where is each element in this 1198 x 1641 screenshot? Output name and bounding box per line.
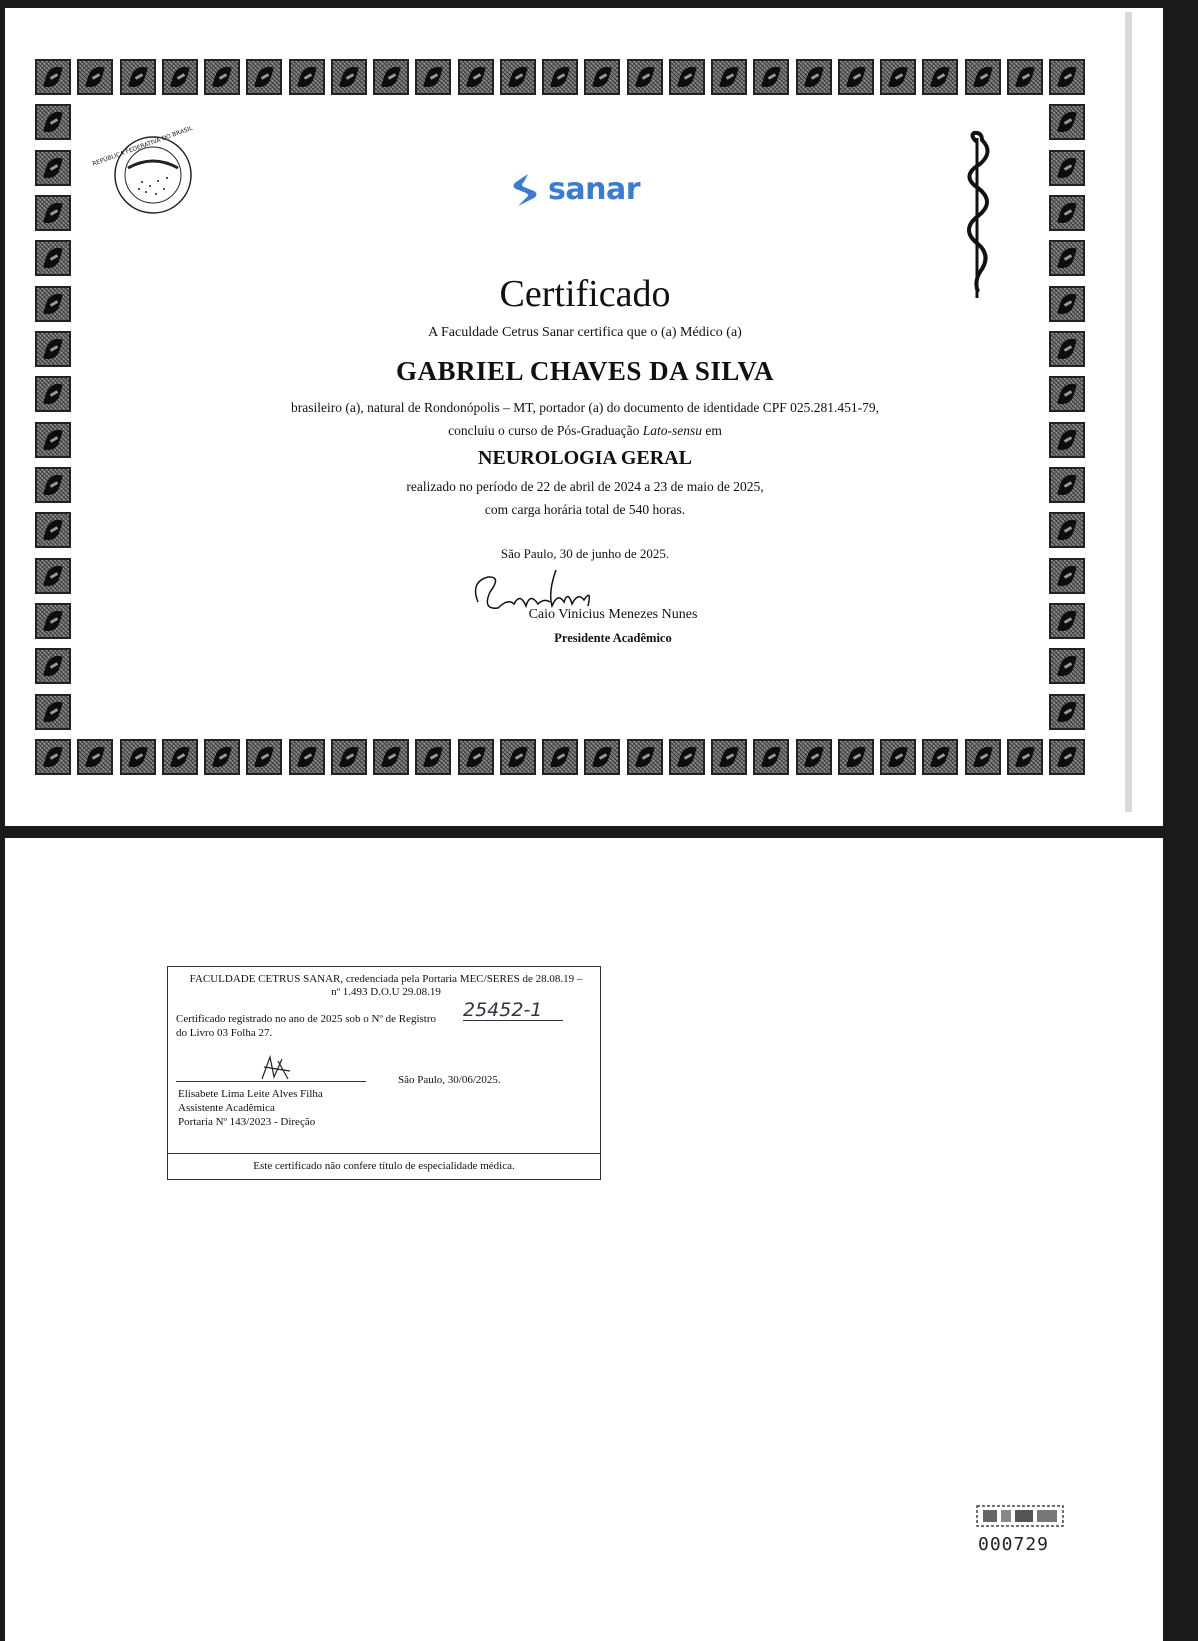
border-tile bbox=[35, 59, 71, 95]
completion-text bbox=[0, 423, 1170, 439]
border-tile bbox=[880, 59, 916, 95]
border-tile bbox=[1049, 694, 1085, 730]
recipient-name: GABRIEL CHAVES DA SILVA bbox=[396, 356, 774, 386]
sanar-logo-icon bbox=[508, 172, 542, 208]
border-tile bbox=[1049, 648, 1085, 684]
stamp-serial-number: 000729 bbox=[978, 1534, 1050, 1555]
border-tile bbox=[796, 739, 832, 775]
completion-italic: Lato-sensu bbox=[642, 423, 702, 438]
border-tile bbox=[458, 59, 494, 95]
border-tile bbox=[1049, 558, 1085, 594]
border-tile bbox=[1049, 59, 1085, 95]
border-tile bbox=[1049, 739, 1085, 775]
book-text: do Livro 03 Folha 27. bbox=[176, 1027, 273, 1039]
border-tile bbox=[373, 739, 409, 775]
border-tile bbox=[1007, 59, 1043, 95]
registration-box bbox=[167, 966, 601, 1180]
registration-text: Certificado registrado no ano de 2025 sob o Nº de Registro bbox=[176, 1013, 437, 1025]
border-tile bbox=[289, 739, 325, 775]
registration-header-line1: FACULDADE CETRUS SANAR, credenciada pela Portaria MEC/SERES de 28.08.19 – bbox=[189, 973, 583, 985]
border-tile bbox=[246, 739, 282, 775]
registration-divider bbox=[168, 1153, 600, 1154]
border-tile bbox=[922, 59, 958, 95]
border-tile bbox=[1049, 195, 1085, 231]
registration-header-line2: nº 1.493 D.O.U 29.08.19 bbox=[331, 986, 441, 998]
border-tile bbox=[35, 104, 71, 140]
official-stamp-icon bbox=[975, 1498, 1065, 1528]
border-tile bbox=[415, 59, 451, 95]
border-tile bbox=[35, 150, 71, 186]
period-text: realizado no período de 22 de abril de 2024 a 23 de maio de 2025, bbox=[406, 479, 764, 494]
border-tile bbox=[77, 59, 113, 95]
border-tile bbox=[120, 739, 156, 775]
border-tile bbox=[1049, 104, 1085, 140]
border-tile bbox=[204, 59, 240, 95]
border-tile bbox=[627, 739, 663, 775]
border-tile bbox=[753, 59, 789, 95]
border-tile bbox=[162, 59, 198, 95]
border-tile bbox=[584, 739, 620, 775]
border-tile bbox=[246, 59, 282, 95]
border-tile bbox=[669, 59, 705, 95]
border-tile bbox=[35, 195, 71, 231]
border-tile bbox=[77, 739, 113, 775]
border-tile bbox=[542, 59, 578, 95]
border-tile bbox=[711, 59, 747, 95]
signer-person-portaria: Portaria Nº 143/2023 - Direção bbox=[178, 1116, 316, 1128]
border-tile bbox=[120, 59, 156, 95]
border-tile bbox=[500, 739, 536, 775]
intro-text: A Faculdade Cetrus Sanar certifica que o (a) Médico (a) bbox=[428, 325, 742, 340]
completion-prefix: concluiu o curso de Pós-Graduação bbox=[448, 423, 643, 438]
signer-name: Caio Vinicius Menezes Nunes bbox=[528, 607, 698, 622]
border-tile bbox=[35, 648, 71, 684]
registration-footer-note: Este certificado não confere título de especialidade médica. bbox=[253, 1160, 515, 1172]
initials-signature-icon bbox=[256, 1053, 296, 1083]
border-tile bbox=[838, 59, 874, 95]
hours-text: com carga horária total de 540 horas. bbox=[484, 502, 686, 517]
border-tile bbox=[965, 739, 1001, 775]
border-tile bbox=[838, 739, 874, 775]
completion-suffix: em bbox=[701, 423, 722, 438]
certificate-title: Certificado bbox=[499, 273, 671, 315]
course-name: NEUROLOGIA GERAL bbox=[478, 447, 692, 469]
registration-date: São Paulo, 30/06/2025. bbox=[398, 1074, 501, 1086]
signature-line bbox=[176, 1081, 366, 1082]
logo-text: sanar bbox=[548, 172, 640, 207]
border-tile bbox=[584, 59, 620, 95]
signer-person-name: Elisabete Lima Leite Alves Filha bbox=[178, 1088, 323, 1100]
brazil-seal-icon bbox=[91, 124, 194, 216]
border-tile bbox=[331, 59, 367, 95]
border-tile bbox=[35, 694, 71, 730]
identity-text: brasileiro (a), natural de Rondonópolis – MT, portador (a) do documento de identidade CPF 025.281.451-79, bbox=[290, 400, 879, 415]
border-tile bbox=[35, 558, 71, 594]
border-tile bbox=[373, 59, 409, 95]
registration-number: 25452-1 bbox=[463, 1000, 563, 1021]
border-tile bbox=[1049, 240, 1085, 276]
border-tile bbox=[669, 739, 705, 775]
border-tile bbox=[35, 240, 71, 276]
signer-role: Presidente Acadêmico bbox=[554, 631, 672, 645]
place-date: São Paulo, 30 de junho de 2025. bbox=[500, 546, 670, 561]
border-tile bbox=[753, 739, 789, 775]
border-tile bbox=[796, 59, 832, 95]
border-tile bbox=[922, 739, 958, 775]
border-tile bbox=[204, 739, 240, 775]
border-tile bbox=[711, 739, 747, 775]
svg-text:REPÚBLICA FEDERATIVA DO BRASIL: REPÚBLICA FEDERATIVA DO BRASIL bbox=[91, 124, 194, 168]
border-tile bbox=[965, 59, 1001, 95]
border-tile bbox=[162, 739, 198, 775]
border-tile bbox=[35, 739, 71, 775]
border-tile bbox=[415, 739, 451, 775]
border-tile bbox=[289, 59, 325, 95]
border-tile bbox=[542, 739, 578, 775]
border-tile bbox=[458, 739, 494, 775]
border-tile bbox=[880, 739, 916, 775]
border-tile bbox=[1007, 739, 1043, 775]
border-tile bbox=[500, 59, 536, 95]
registration-header bbox=[176, 973, 596, 999]
border-tile bbox=[1049, 150, 1085, 186]
border-tile bbox=[331, 739, 367, 775]
border-tile bbox=[627, 59, 663, 95]
sanar-logo bbox=[508, 172, 648, 212]
registration-signer bbox=[178, 1087, 323, 1129]
signer-person-role: Assistente Acadêmica bbox=[178, 1102, 275, 1114]
